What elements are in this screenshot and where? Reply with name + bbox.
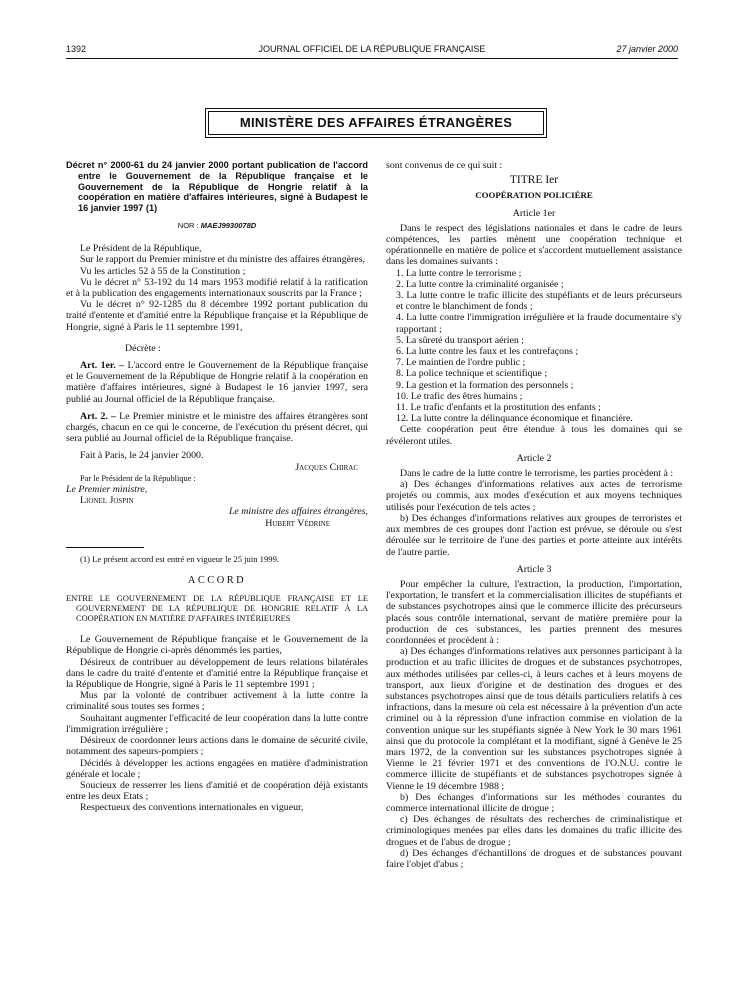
mae-title: Le ministre des affaires étrangères,: [228, 506, 368, 518]
article-2-intro: Dans le cadre de la lutte contre le terrorisme, les parties procèdent à :: [400, 468, 674, 480]
preamble-paragraph: Désireux de coordonner leurs actions dans le domaine de sécurité civile, notamment des sapeurs-pompiers ;: [66, 735, 368, 758]
visa-paragraph: Le Président de la République,: [80, 243, 202, 255]
list-item: a) Des échanges d'informations relatives aux personnes participant à la production et au trafic illicites de drogues et de substances psychotropes, aux méthodes utilisées par celles-ci, à leurs caches et à leurs moyens de transport, aux lieux d'origine et de destination des drogues et des substances psychotropes ainsi que de tous détails particuliers relatifs à ces infractions, dans la mesure où cela est nécessaire à la prévention d'un acte criminel ou à la répression d'une infraction commise en violation de la convention unique sur les stupéfiants signée à New York le 30 mars 1961 ainsi que du protocole la complétant et la modifiant, signé à Genève le 25 mars 1972, de la convention sur les substances psychotropes signée à Vienne le 21 février 1971 et des conventions de l'O.N.U. contre le commerce illicite de stupéfiants et de substances psychotropes signée à Vienne le 19 décembre 1988 ;: [386, 646, 682, 792]
parties-title: ENTRE LE GOUVERNEMENT DE LA RÉPUBLIQUE FRANÇAISE ET LE GOUVERNEMENT DE LA RÉPUBLIQUE DE HONGRIE RELATIF À LA COOPÉRATION EN MATIÈRE D'AFFAIRES INTÉRIEURES: [66, 594, 368, 624]
article-2-text: Le Premier ministre et le ministre des affaires étrangères sont chargés, chacun en ce qui le concerne, de l'exécution du présent décret, qui sera publié au Journal officiel de la République française.: [66, 410, 368, 445]
list-item: 11. Le trafic d'enfants et la prostitution des enfants ;: [396, 402, 601, 414]
header-rule: [66, 58, 678, 59]
footnote-rule: [66, 547, 144, 548]
list-item: 4. La lutte contre l'immigration irrégulière et la fraude documentaire s'y rapportant ;: [396, 312, 682, 335]
list-item: b) Des échanges d'informations relatives aux groupes de terroristes et aux membres de ces groupes dont l'action est prévue, se déroule ou s'est déroulée sur le territoire de l'une des parties et porte atteinte aux intérêts de l'autre partie.: [386, 512, 682, 558]
list-item: a) Des échanges d'informations relatives aux actes de terrorisme projetés ou commis, aux modes d'exécution et aux moyens techniques utilisés pour l'exécution de tels actes ;: [386, 479, 682, 513]
preamble-paragraph: Désireux de contribuer au développement de leurs relations bilatérales dans le cadre du traité d'entente et d'amitié entre la République française et la République de Hongrie, signé à Paris le 11 septembre 1991 ;: [66, 656, 368, 691]
decree-title: Décret n° 2000-61 du 24 janvier 2000 portant publication de l'accord entre le Gouvernement de la République française et le Gouvernement de la République de Hongrie relatif à la coopération en matière d'affaires intérieures, signé à Budapest le 16 janvier 1997 (1): [66, 160, 368, 214]
list-item: 9. La gestion et la formation des personnels ;: [396, 379, 574, 391]
titre-heading: TITRE Ier: [509, 174, 559, 187]
list-item: 2. La lutte contre la criminalité organisée ;: [396, 278, 564, 290]
footnote: (1) Le présent accord est entré en vigueur le 25 juin 1999.: [80, 553, 280, 564]
visa-paragraph: Vu les articles 52 à 55 de la Constitution ;: [80, 265, 246, 277]
list-item: 6. La lutte contre les faux et les contrefaçons ;: [396, 346, 579, 358]
preamble-paragraph: Respectueux des conventions internationales en vigueur,: [80, 802, 304, 814]
nor-code: MAEJ9930078D: [200, 220, 257, 230]
pm-name: Lionel Jospin: [80, 495, 134, 507]
list-item: d) Des échanges d'échantillons de drogues et de substances pouvant faire l'objet d'abus ;: [386, 847, 682, 870]
nor-label: NOR :: [177, 220, 199, 230]
list-item: 3. La lutte contre le trafic illicite des stupéfiants et de leurs précurseurs et contre le blanchiment de fonds ;: [396, 290, 682, 313]
issue-date: 27 janvier 2000: [616, 44, 678, 54]
list-item: 12. La lutte contre la délinquance économique et financière.: [396, 413, 633, 425]
left-column: [66, 160, 368, 814]
article-1-intro: Dans le respect des législations nationales et dans le cadre de leurs compétences, les parties mènent une coopération technique et opérationnelle en matière de police et s'accordent mutuellement assistance dans les domaines suivants :: [386, 222, 682, 268]
preamble-paragraph: Décidés à développer les actions engagées en matière d'administration générale et locale ;: [66, 757, 368, 780]
accord-title: ACCORD: [187, 575, 247, 587]
article-1: [66, 360, 368, 405]
article-2-heading: Article 2: [516, 452, 552, 464]
ministry-title: MINISTÈRE DES AFFAIRES ÉTRANGÈRES: [239, 115, 513, 130]
article-1-heading: Article 1er: [512, 207, 556, 219]
nor-reference: [66, 220, 368, 231]
list-item: 8. La police technique et scientifique ;: [396, 368, 548, 380]
visa-paragraph: Vu le décret n° 92-1285 du 8 décembre 1992 portant publication du traité d'entente et d'amitié entre la République française et la République de Hongrie, signé à Paris le 11 septembre 1991,: [66, 299, 368, 333]
preamble-paragraph: Soucieux de resserrer les liens d'amitié et de coopération déjà existants entre les deux Etats ;: [66, 779, 368, 803]
article-2-label: Art. 2. –: [80, 410, 116, 422]
signer-president: Jacques Chirac: [295, 461, 358, 473]
pm-title: Le Premier ministre,: [66, 484, 148, 496]
visa-paragraph: Sur le rapport du Premier ministre et du ministre des affaires étrangères,: [80, 254, 366, 266]
par-le-president: Par le Président de la République :: [80, 473, 196, 483]
article-3-heading: Article 3: [516, 563, 552, 575]
article-1-label: Art. 1er. –: [80, 360, 125, 372]
list-item: b) Des échanges d'informations sur les méthodes courantes du commerce international illicite de drogue ;: [386, 791, 682, 814]
article-1-text: L'accord entre le Gouvernement de la République française et le Gouvernement de la République de Hongrie relatif à la coopération en matière d'affaires intérieures, signé à Budapest le 16 janvier 1997, sera publié au Journal officiel de la République française.: [66, 360, 368, 405]
signature-place-date: Fait à Paris, le 24 janvier 2000.: [80, 450, 204, 462]
article-3-intro: Pour empêcher la culture, l'extraction, la production, l'importation, l'exportation, le transfert et la commercialisation illicites de stupéfiants et de substances psychotropes ainsi que le commerce illicite des précurseurs placés sous contrôle international, servant de matière première pour la production de ces substances, les parties prennent des mesures coordonnées et procèdent à :: [386, 578, 682, 646]
list-item: 5. La sûreté du transport aérien ;: [396, 334, 525, 346]
journal-title: JOURNAL OFFICIEL DE LA RÉPUBLIQUE FRANÇAISE: [258, 44, 486, 54]
list-item: 10. Le trafic des êtres humains ;: [396, 390, 523, 402]
agreement-intro: sont convenus de ce qui suit :: [386, 160, 503, 171]
preamble-paragraph: Le Gouvernement de République française et le Gouvernement de la République de Hongrie ci-après dénommés les parties,: [66, 634, 368, 657]
mae-name: Hubert Védrine: [265, 517, 330, 529]
preamble-paragraph: Souhaitant augmenter l'efficacité de leur coopération dans la lutte contre l'immigration irrégulière ;: [66, 712, 368, 735]
page-header: [66, 44, 678, 58]
preamble-paragraph: Mus par la volonté de contribuer activement à la lutte contre la criminalité sous toutes ses formes ;: [66, 690, 368, 713]
list-item: 7. Le maintien de l'ordre public ;: [396, 357, 526, 369]
article-1-outro: Cette coopération peut être étendue à tous les domaines qui se révéleront utiles.: [386, 424, 682, 447]
list-item: 1. La lutte contre le terrorisme ;: [396, 267, 522, 279]
decrete-heading: Décrète :: [125, 342, 161, 354]
list-item: c) Des échanges de résultats des recherches de criminalistique et criminologiques menées par elles dans les domaines du trafic illicite des drogues et de l'abus de drogue ;: [386, 814, 682, 848]
page-number: 1392: [66, 44, 87, 54]
visa-paragraph: Vu le décret n° 53-192 du 14 mars 1953 modifié relatif à la ratification et à la publication des engagements internationaux souscrits par la France ;: [66, 276, 368, 299]
right-column: [386, 160, 682, 870]
section-heading: COOPÉRATION POLICIÈRE: [475, 190, 593, 201]
ministry-banner: [205, 108, 547, 138]
article-2: [66, 411, 368, 445]
